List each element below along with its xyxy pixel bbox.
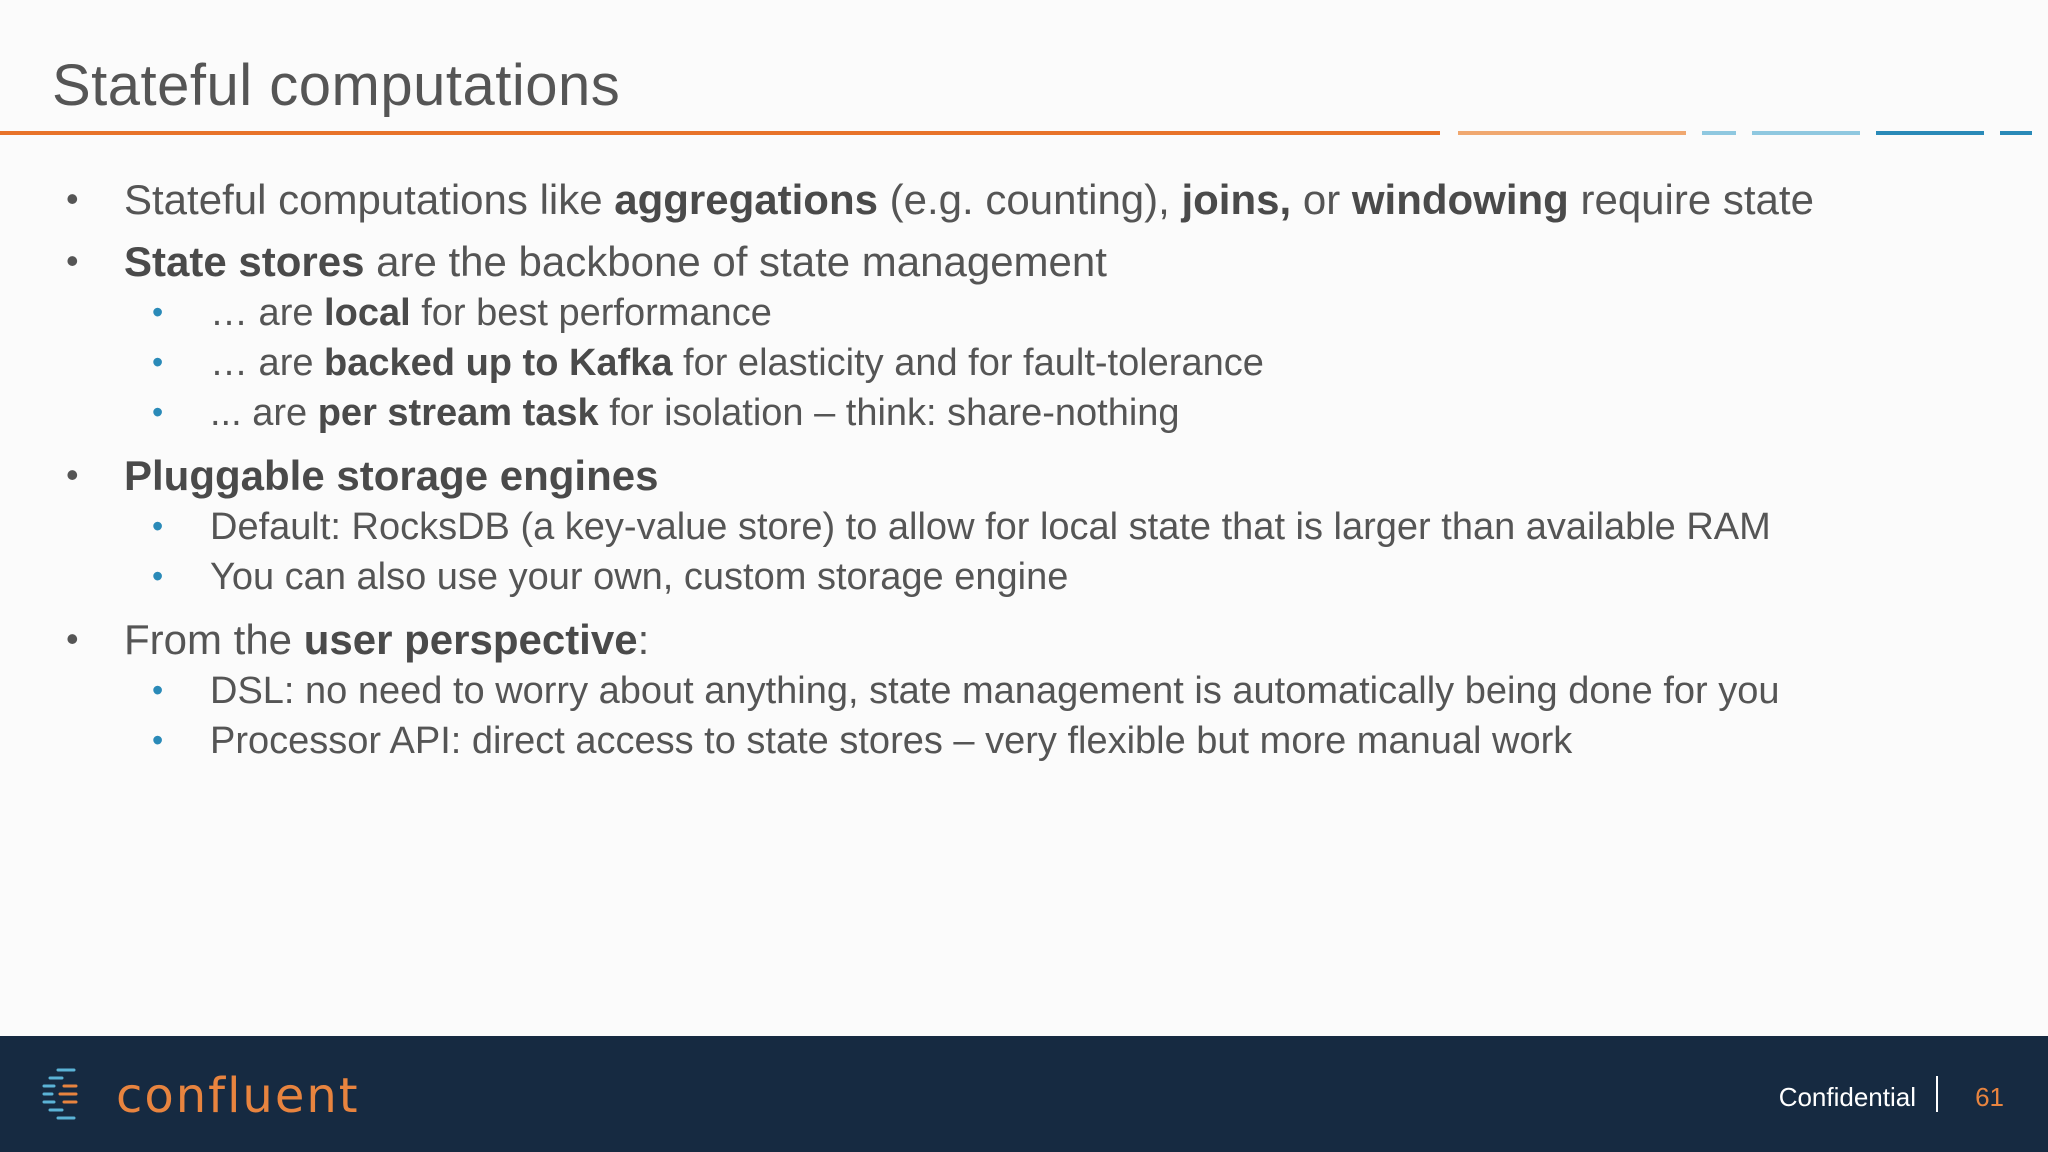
confluent-logo: [40, 1056, 360, 1130]
bullet-item: [124, 238, 1107, 286]
bullet-marker: •: [66, 454, 79, 495]
sub-bullet-item: [210, 292, 772, 335]
sub-bullet-item: [210, 342, 1264, 385]
text-run: or: [1291, 176, 1352, 223]
sub-bullet-marker: •: [152, 558, 164, 594]
sub-bullet-marker: •: [152, 294, 164, 330]
bullet-item: [124, 616, 649, 664]
text-run: You can also use your own, custom storage engine: [210, 556, 1069, 598]
slide-title: Stateful computations: [52, 53, 621, 118]
sub-bullet-item: [210, 392, 1180, 435]
sub-bullet-item: [210, 506, 1771, 549]
bold-text: State stores: [124, 238, 365, 285]
text-run: Stateful computations like: [124, 176, 615, 223]
bullet-marker: •: [66, 240, 79, 281]
sub-bullet-marker: •: [152, 508, 164, 544]
bold-text: windowing: [1351, 176, 1569, 223]
bold-text: aggregations: [614, 176, 878, 223]
footer-divider: [1936, 1076, 1938, 1112]
text-run: … are: [210, 292, 325, 334]
page-number: 61: [1975, 1082, 2004, 1112]
sub-bullet-item: [210, 670, 1780, 713]
text-run: require state: [1568, 176, 1814, 223]
bold-text: local: [324, 292, 411, 334]
text-run: From the: [124, 616, 304, 663]
text-run: DSL: no need to worry about anything, state management is automatically being done for you: [210, 670, 1780, 712]
bold-text: Pluggable storage engines: [124, 452, 659, 499]
text-run: are the backbone of state management: [364, 238, 1107, 285]
sub-bullet-item: [210, 556, 1068, 599]
text-run: :: [637, 616, 650, 663]
bold-text: backed up to Kafka: [324, 342, 673, 384]
sub-bullet-marker: •: [152, 394, 164, 430]
bold-text: user perspective: [303, 616, 638, 663]
bullet-item: [124, 176, 1814, 224]
text-run: Default: RocksDB (a key-value store) to allow for local state that is larger than available RAM: [210, 506, 1771, 548]
bold-text: joins,: [1181, 176, 1292, 223]
text-run: Processor API: direct access to state stores – very flexible but more manual work: [210, 720, 1573, 762]
confluent-logo-text: confluent: [116, 1068, 360, 1124]
text-run: for elasticity and for fault-tolerance: [672, 342, 1264, 384]
bold-text: per stream task: [317, 392, 599, 434]
bullet-item: [124, 452, 658, 500]
text-run: for isolation – think: share-nothing: [598, 392, 1180, 434]
sub-bullet-marker: •: [152, 344, 164, 380]
sub-bullet-item: [210, 720, 1572, 763]
sub-bullet-marker: •: [152, 672, 164, 708]
text-run: ... are: [210, 392, 318, 434]
bullet-marker: •: [66, 618, 79, 659]
confluent-logo-icon: [40, 1056, 80, 1130]
bullet-marker: •: [66, 178, 79, 219]
footer-bar: [0, 1036, 2048, 1152]
confidential-label: Confidential: [1778, 1082, 1916, 1112]
sub-bullet-marker: •: [152, 722, 164, 758]
text-run: … are: [210, 342, 325, 384]
text-run: for best performance: [410, 292, 772, 334]
text-run: (e.g. counting),: [877, 176, 1182, 223]
